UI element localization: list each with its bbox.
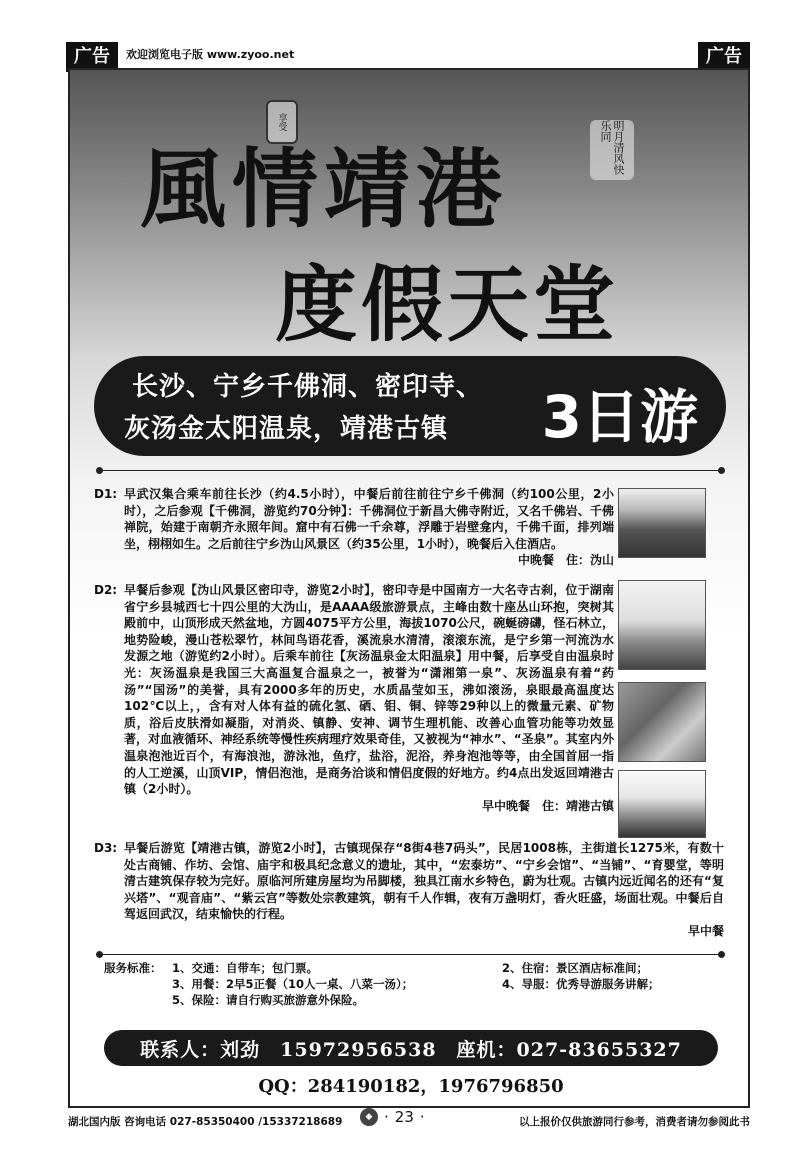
footer-right: 以上报价仅供旅游同行参考，消费者请勿参阅此书 (519, 1116, 750, 1128)
service-item-4: 4、导服：优秀导游服务讲解； (502, 977, 660, 991)
page-dot-left: · (384, 1108, 389, 1126)
service-item-5: 5、保险：请自行购买旅游意外保险。 (172, 993, 364, 1007)
banner-line-2: 灰汤金太阳温泉，靖港古镇 (124, 414, 449, 444)
banner-line-1: 长沙、宁乡千佛洞、密印寺、 (132, 372, 484, 402)
day-1-text: 早武汉集合乘车前往长沙（约4.5小时），中餐后前往前往宁乡千佛洞（约100公里，2小时），之后参观【千佛洞，游览约70分钟】：千佛洞位于新昌大佛寺附近，又名千佛岩、千佛禅院，始建于南朝齐永照年间。窟中有石佛一千余尊，浮雕于岩壁龛内，千佛千面，排列端坐，栩栩如生。之后前往宁乡沩山风景区（约35公里，1小时），晚餐后入住酒店。 (124, 487, 614, 551)
photo-miyin-temple (618, 580, 706, 670)
page-dot-right: · (419, 1108, 425, 1126)
divider-dot-right (718, 467, 725, 474)
contact-banner: 联系人：刘劲 15972956538 座机：027-83655327 (104, 1030, 718, 1066)
title-line-2: 度假天堂 (275, 257, 620, 353)
day-2-text: 早餐后参观【沩山风景区密印寺，游览2小时】，密印寺是中国南方一大名寺古刹，位于湖南省宁乡县城西七十四公里的大沩山，是AAAA级旅游景点，主峰由数十座丛山环抱，突树其殿前中，山顶形成天然盆地，方圆4075平方公里，海拔1070公尺，碗蜒磅礴，怪石林立，地势险峻，漫山苍松翠竹，林间鸟语花香，溪流泉水清清，滚滚东流，是宁乡第一河流沩水发源之地（游览约2小时）。后乘车前往【灰汤温泉金太阳温泉】用中餐，后享受自由温泉时光：灰汤温泉是我国三大高温复合温泉之一，被誉为“潇湘第一泉”、灰汤温泉有着“药汤”“国汤”的美誉，具有2000多年的历史，水质晶莹如玉，沸如滚汤，泉眼最高温度达102℃以上，，含有对人体有益的硫化氢、硒、钼、铜、锌等29种以上的微量元素、矿物质，浴后皮肤滑如凝脂，对消炎、镇静、安神、调节生理机能、改善心血管功能等功效显著，对血液循环、神经系统等慢性疾病理疗效果奇佳，又被视为“神水”、“圣泉”。其室内外温泉泡池近百个，有海浪池，游泳池，鱼疗，盐浴，泥浴，养身泡池等等，由全国首屈一指的人工逆溪，山顶VIP，情侣泡池，是商务洽谈和情侣度假的好地方。约4点出发返回靖港古镇（2小时）。 (124, 583, 614, 797)
photo-hot-spring (618, 682, 706, 762)
day-2-label: D2: (94, 583, 118, 597)
service-item-2: 2、住宿：景区酒店标准间； (502, 961, 649, 975)
photo-thousand-buddha-cave (618, 488, 706, 558)
divider-dot-right-2 (718, 951, 725, 958)
ad-tag-left: 广告 (66, 42, 118, 72)
divider-bottom (100, 954, 724, 955)
right-seal: 明月清风快乐同 (590, 120, 634, 180)
day-1-label: D1: (94, 487, 118, 501)
service-heading: 服务标准： (104, 961, 162, 975)
day-3-label: D3: (94, 841, 118, 855)
page-number: 23 (394, 1108, 414, 1126)
qq-numbers: QQ：284190182，1976796850 (258, 1076, 564, 1097)
service-item-3: 3、用餐：2早5正餐（10人一桌、八菜一汤）； (172, 977, 414, 991)
site-url[interactable]: 欢迎浏览电子版 www.zyoo.net (126, 48, 295, 61)
publisher-logo-icon: ◆ (360, 1108, 378, 1126)
day-1-meals: 中晚餐 住：沩山 (517, 553, 614, 568)
photo-jinggang-archway (618, 770, 706, 838)
ad-frame (68, 68, 750, 1108)
divider-top (100, 470, 724, 471)
service-item-1: 1、交通：自带车；包门票。 (172, 961, 319, 975)
route-banner (94, 356, 726, 456)
day-3-text: 早餐后游览【靖港古镇，游览2小时】，古镇现保存“8街4巷7码头”，民居1008栋，主街道长1275米，有数十处古商铺、作坊、会馆、庙宇和极具纪念意义的遗址，其中，“宏泰坊”、“宁乡会馆”、“当铺”、“育婴堂，等明清古建筑保存较为完好。原临河所建房屋均为吊脚楼，独具江南水乡特色，蔚为壮观。古镇内远近闻名的还有“复兴塔”、“观音庙”、“紫云宫”等数处宗教建筑，朝有千人作辑，夜有万盏明灯，香火旺盛，场面壮观。中餐后自驾返回武汉，结束愉快的行程。 (124, 841, 724, 922)
banner-days: 3日游 (541, 383, 698, 451)
ad-tag-right: 广告 (698, 42, 750, 72)
footer-left: 湖北国内版 咨询电话 027-85350400 /15337218689 (68, 1116, 343, 1128)
small-seal: 享受 (266, 100, 298, 144)
day-3-meals: 早中餐 (687, 923, 724, 938)
day-2-meals: 早中晚餐 住：靖港古镇 (481, 798, 614, 813)
page-number-group (360, 1108, 425, 1126)
title-line-1: 風情靖港 (140, 139, 508, 240)
